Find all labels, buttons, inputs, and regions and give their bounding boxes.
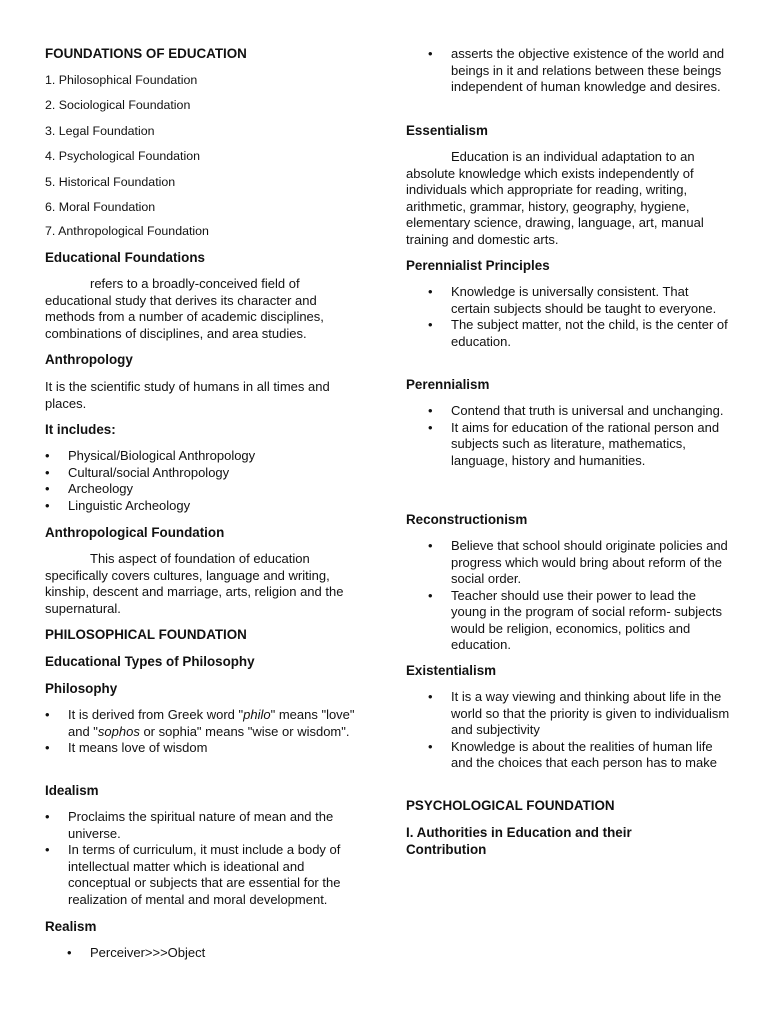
numbered-item-6: 6. Moral Foundation [45,200,156,214]
list-item: • It is a way viewing and thinking about life in the world so that the priority is given to individualism and subjectivity [428,689,730,737]
reconstructionism-heading: Reconstructionism [406,512,528,527]
idealism-heading: Idealism [45,783,99,798]
list-item: • It is derived from Greek word "philo" means "love" and "sophos or sophia" means "wise or wisdom". [45,707,355,739]
realism-heading: Realism [45,919,97,934]
list-item: • Knowledge is universally consistent. That certain subjects should be taught to everyone. [428,284,717,316]
numbered-item-5: 5. Historical Foundation [45,175,176,189]
existentialism-list [406,689,731,772]
list-item: • Believe that school should originate policies and progress which would bring about reform of the social order. [428,538,728,586]
list-item: • Archeology [45,481,134,496]
list-item: • Cultural/social Anthropology [45,464,230,480]
edu-foundations-heading: Educational Foundations [45,250,205,265]
anthropology-heading: Anthropology [45,352,133,367]
existentialism-heading: Existentialism [406,663,497,678]
numbered-item-3: 3. Legal Foundation [45,124,155,138]
philosophical-foundation-heading: PHILOSOPHICAL FOUNDATION [45,627,247,642]
list-item: • asserts the objective existence of the world and beings in it and relations between these beings independent of human knowledge and desires. [428,46,725,94]
essentialism-heading: Essentialism [406,123,488,138]
list-item: • It aims for education of the rational person and subjects such as literature, mathematics, language, history and humanities. [428,419,720,468]
numbered-item-4: 4. Psychological Foundation [45,149,200,163]
essentialism-text: Education is an individual adaptation to an absolute knowledge which exists independently of individuals which appropriate for reading, writing, arithmetic, grammar, history, geography, hygiene, elementary science, drawing, language, art, manual training and domestic arts. [406,149,704,247]
philosophy-list [45,707,363,757]
psychological-foundation-heading: PSYCHOLOGICAL FOUNDATION [406,798,615,813]
includes-heading: It includes: [45,422,116,437]
doc-title: FOUNDATIONS OF EDUCATION [45,46,247,61]
philosophy-heading: Philosophy [45,681,118,696]
list-item: • Knowledge is about the realities of human life and the choices that each person has to make [428,738,717,770]
perennialist-principles-heading: Perennialist Principles [406,258,550,273]
list-item: • It means love of wisdom [45,740,208,755]
perennialism-list [406,403,731,469]
numbered-item-2: 2. Sociological Foundation [45,98,191,112]
list-item: • Physical/Biological Anthropology [45,448,256,463]
realism-list [45,945,365,962]
list-item: • Linguistic Archeology [45,497,191,513]
educational-types-heading: Educational Types of Philosophy [45,654,255,669]
anthropology-text: It is the scientific study of humans in all times and places. [45,379,330,411]
list-item: • Proclaims the spiritual nature of mean and the universe. [45,809,334,841]
perennialism-heading: Perennialism [406,377,490,392]
numbered-item-7: 7. Anthropological Foundation [45,224,209,238]
authorities-heading: I. Authorities in Education and their Contribution [406,825,632,857]
anthropological-foundation-text: This aspect of foundation of education specifically covers cultures, language and writing, kinship, descent and marriage, arts, religion and the supernatural. [45,551,344,616]
list-item: • Teacher should use their power to lead the young in the program of social reform- subjects would be religion, economics, politics and education. [428,587,722,652]
list-item: • The subject matter, not the child, is the center of education. [428,317,728,349]
anthropological-foundation-heading: Anthropological Foundation [45,525,225,540]
numbered-item-1: 1. Philosophical Foundation [45,73,198,87]
perennialist-list [406,284,731,350]
list-item: • Contend that truth is universal and unchanging. [428,403,724,418]
reconstructionism-list [406,538,731,654]
includes-list [45,448,365,514]
realism-continued-list [406,46,731,96]
list-item: • Perceiver>>>Object [67,945,206,960]
idealism-list [45,809,363,908]
edu-foundations-text: refers to a broadly-conceived field of educational study that derives its character and methods from a number of academic disciplines, combinations of disciplines, and area studies. [45,276,324,341]
list-item: • In terms of curriculum, it must include a body of intellectual matter which is ideational and conceptual or subjects that are essential for the realization of mental and moral development. [45,842,341,907]
